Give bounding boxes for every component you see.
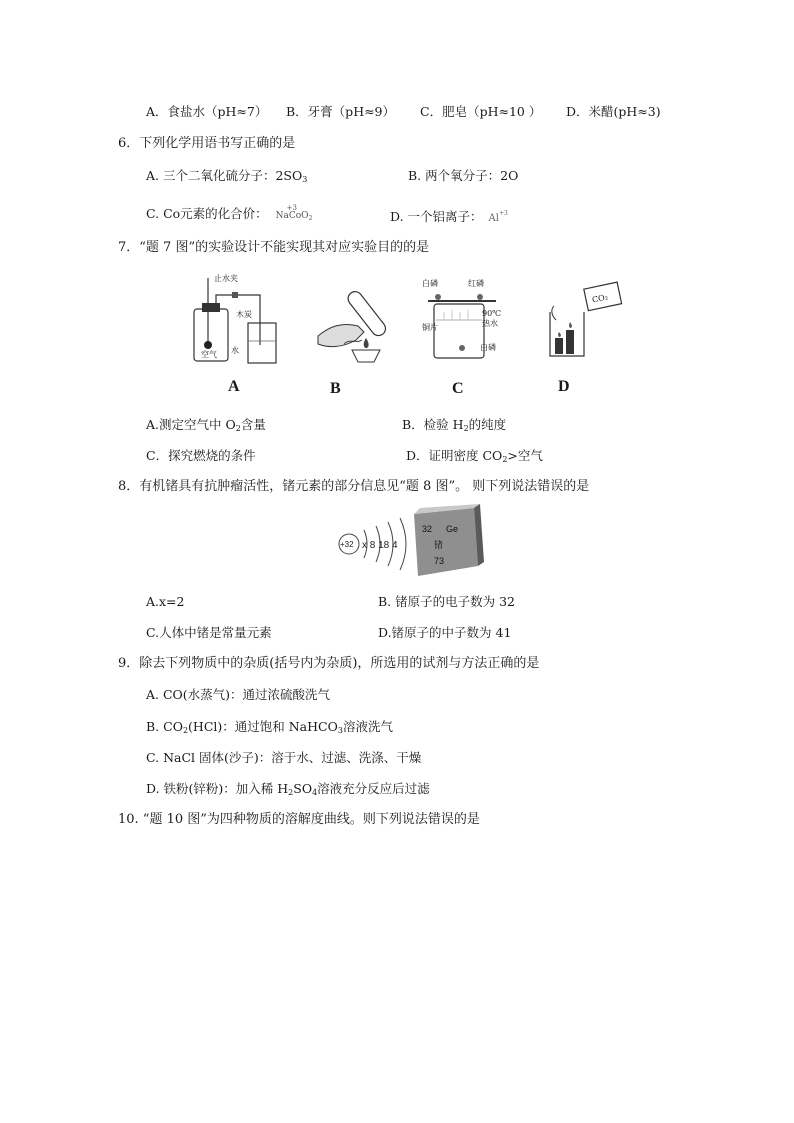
electron-shells: x 8 18 4 — [362, 540, 398, 551]
q7-figure-c — [418, 276, 508, 366]
q6-stem: 6．下列化学用语书写正确的是 — [118, 136, 296, 151]
q9-option-c: C. NaCl 固体(沙子)：溶于水、过滤、洗涤、干燥 — [146, 750, 422, 765]
q9-option-a: A. CO(水蒸气)：通过浓硫酸洗气 — [146, 687, 331, 702]
q6-option-d: D. 一个铝离子： $Al^{+3}$ — [390, 205, 508, 228]
q7-figure-d — [540, 276, 630, 366]
q7-figure-d-label: D — [558, 378, 570, 395]
q8-figure — [336, 504, 486, 582]
q6-option-a: A. 三个二氧化硫分子：$2SO_3$ — [146, 168, 308, 184]
q5-option-d: D．米醋(pH≈3) — [566, 104, 661, 119]
q5-option-a: A．食盐水（pH≈7） — [146, 104, 268, 119]
q9-option-b: B. $CO_2(HCl)$：通过饱和 NaHCO$_3$溶液洗气 — [146, 719, 393, 735]
q7-stem: 7．“题 7 图”的实验设计不能实现其对应实验目的的是 — [118, 240, 430, 255]
white-phosphorus-top-label: 白磷 — [422, 279, 438, 288]
q7-figure-a-label: A — [228, 378, 240, 395]
ion-formula: $Al^{+3}$ — [488, 210, 508, 224]
q7-option-c: C．探究燃烧的条件 — [146, 448, 256, 463]
q7-figure-c-label: C — [452, 380, 464, 397]
temperature-label: 90℃ — [482, 309, 502, 318]
q8-stem: 8．有机锗具有抗肿瘤活性，锗元素的部分信息见“题 8 图”。 则下列说法错误的是 — [118, 479, 590, 494]
q6-option-c: C. Co元素的化合价： +3 NaCoO$_2$ — [146, 205, 312, 228]
atomic-mass: 73 — [434, 556, 445, 566]
q7-option-b: B．检验 $H_2$的纯度 — [402, 417, 507, 433]
q6-option-b: B. 两个氧分子：2O — [408, 168, 519, 183]
co2-label: CO₂ — [591, 292, 609, 305]
q5-option-c: C．肥皂（pH≈10 ） — [420, 104, 542, 119]
red-phosphorus-label: 红磷 — [468, 279, 484, 288]
q7-option-d: D．证明密度 $CO_2>$空气 — [406, 448, 543, 464]
q5-option-b: B．牙膏（pH≈9） — [286, 104, 396, 119]
copper-sheet-label: 铜片 — [422, 323, 438, 332]
q7-figure-b — [312, 278, 408, 363]
white-phosphorus-bottom-label: 白磷 — [480, 343, 496, 352]
hot-water-label: 热水 — [482, 319, 498, 328]
q8-option-b: B. 锗原子的电子数为 32 — [378, 594, 516, 609]
q9-stem: 9．除去下列物质中的杂质(括号内为杂质)，所选用的试剂与方法正确的是 — [118, 656, 540, 671]
charcoal-label: 木炭 — [236, 310, 252, 319]
valence-formula: +3 NaCoO$_2$ — [275, 204, 313, 222]
element-name: 锗 — [434, 541, 444, 551]
atomic-number: 32 — [422, 524, 433, 534]
q8-option-c: C.人体中锗是常量元素 — [146, 625, 272, 640]
clamp-label: 止水夹 — [214, 274, 238, 283]
nucleus-charge: +32 — [340, 540, 354, 549]
q7-figure-b-label: B — [330, 380, 341, 397]
q7-option-a: A.测定空气中 $O_2$含量 — [146, 417, 266, 433]
q10-stem: 10. “题 10 图”为四种物质的溶解度曲线。则下列说法错误的是 — [118, 812, 480, 827]
q8-option-a: A.x=2 — [146, 594, 185, 609]
q7-figure-a — [186, 273, 286, 368]
air-label: 空气 — [201, 350, 217, 359]
water-label: 水 — [231, 346, 239, 355]
q8-option-d: D.锗原子的中子数为 41 — [378, 625, 512, 640]
element-symbol: Ge — [446, 524, 459, 534]
q9-option-d: D. 铁粉(锌粉)：加入稀 $H_2SO_4$溶液充分反应后过滤 — [146, 781, 430, 797]
